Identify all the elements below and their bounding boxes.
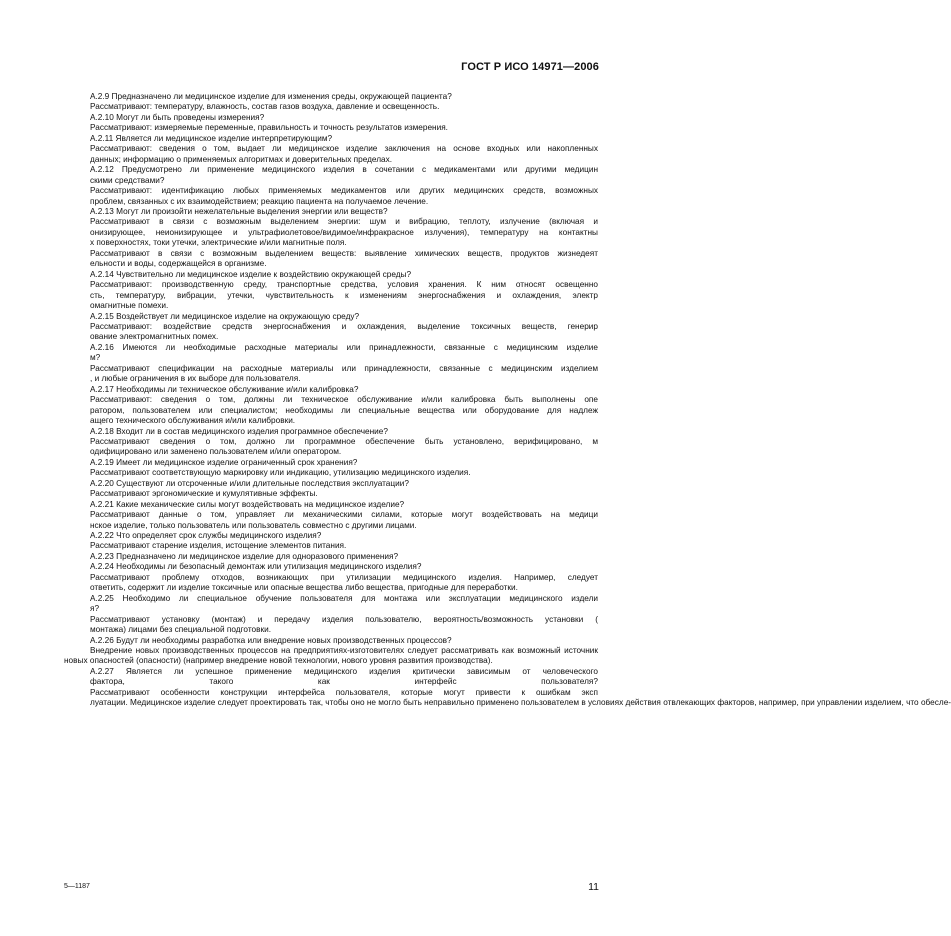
question-paragraph: А.2.23 Предназначено ли медицинское изделие для одноразового применения?	[90, 551, 399, 561]
answer-paragraph: Рассматривают: температуру, влажность, состав газов воздуха, давление и освещенность.	[90, 102, 440, 112]
answer-paragraph: Рассматривают: идентификацию любых применяемых медикаментов или других медицинских средств, возможных проблем, связанных с их взаимодействием; реакцию пациента на получаемое лечение.	[90, 186, 598, 206]
page-number: 11	[588, 881, 599, 893]
answer-paragraph: Рассматривают установку (монтаж) и передачу изделия пользователю, вероятность/возможность установки ( монтажа) лицами без специальной подготовки.	[90, 614, 598, 635]
question-paragraph: А.2.24 Необходимы ли безопасный демонтаж или утилизация медицинского изделия?	[90, 562, 422, 572]
question-paragraph: А.2.27 Является ли успешное применение медицинского изделия критически зависимым от человеческого фактора, такого как интерфейс пользователя?	[90, 666, 598, 687]
question-paragraph: А.2.19 Имеет ли медицинское изделие ограниченный срок хранения?	[90, 457, 358, 467]
answer-paragraph: Рассматривают: производственную среду, транспортные средства, условия хранения. К ним относят освещенно сть, температуру, вибрации, утечки, чувствительность к изменениям энергоснабжения и охлаждения, электр омагнитные помехи.	[90, 280, 598, 311]
answer-paragraph: Рассматривают: сведения о том, выдает ли медицинское изделие заключения на основе входных или накопленных данных; информацию о применяемых алгоритмах и доверительных пределах.	[90, 144, 598, 164]
question-paragraph: А.2.14 Чувствительно ли медицинское изделие к воздействию окружающей среды?	[90, 269, 412, 279]
answer-paragraph: Рассматривают: сведения о том, должны ли техническое обслуживание и/или калибровка быть выполнены опе ратором, пользователем или специалистом; необходимы ли специальные вещества или оборудование для надлеж ащего технического обслуживания и/или калибровки.	[90, 395, 598, 426]
document-body	[64, 92, 951, 709]
question-paragraph: А.2.15 Воздействует ли медицинское изделие на окружающую среду?	[90, 311, 360, 321]
answer-paragraph: Рассматривают сведения о том, должно ли программное обеспечение быть установлено, верифицировано, м одифицировано или заменено пользователем и/или оператором.	[90, 436, 598, 457]
question-paragraph: А.2.22 Что определяет срок службы медицинского изделия?	[90, 531, 322, 541]
answer-paragraph: Рассматривают старение изделия, истощение элементов питания.	[90, 541, 347, 551]
standard-header: ГОСТ Р ИСО 14971—2006	[461, 61, 599, 73]
answer-paragraph: Рассматривают в связи с возможным выделением энергии: шум и вибрацию, теплоту, излучение (включая и онизирующее, неионизирующее и ультрафиолетовое/видимое/инфракрасное излучения), температуру на контактны х поверхностях, токи утечки, электрические и/или магнитные поля.	[90, 217, 598, 248]
question-paragraph: А.2.17 Необходимы ли техническое обслуживание и/или калибровка?	[90, 384, 359, 394]
answer-paragraph: Рассматривают особенности конструкции интерфейса пользователя, которые могут привести к ошибкам эксп луатации. Медицинское изделие следует проектировать так, чтобы оно не могло быть неправильно применено пользователем в условиях действия отвлекающих факторов, например, при управлении изделием, что обесле-	[90, 687, 951, 708]
question-paragraph: А.2.20 Существуют ли отсроченные и/или длительные последствия эксплуатации?	[90, 478, 409, 488]
question-paragraph: А.2.25 Необходимо ли специальное обучение пользователя для монтажа или эксплуатации медицинского издели я?	[90, 593, 598, 614]
answer-paragraph: Рассматривают в связи с возможным выделением веществ: выявление химических веществ, продуктов жизнедеят ельности и воды, содержащейся в организме.	[90, 248, 598, 269]
answer-paragraph: Рассматривают проблему отходов, возникающих при утилизации медицинского изделия. Например, следует ответить, содержит ли изделие токсичные или опасные вещества либо вещества, пригодные для переработки.	[90, 572, 598, 593]
answer-paragraph: Внедрение новых производственных процессов на предприятиях-изготовителях следует рассматривать как возможный источник новых опасностей (опасности) (например внедрение новой технологии, нового уровня развития производства).	[64, 646, 598, 666]
question-paragraph: А.2.10 Могут ли быть проведены измерения?	[90, 112, 265, 122]
answer-paragraph: Рассматривают: воздействие средств энергоснабжения и охлаждения, выделение токсичных веществ, генерир ование электромагнитных помех.	[90, 321, 598, 342]
question-paragraph: А.2.21 Какие механические силы могут воздействовать на медицинское изделие?	[90, 499, 405, 509]
question-paragraph: А.2.18 Входит ли в состав медицинского изделия программное обеспечение?	[90, 426, 388, 436]
answer-paragraph: Рассматривают данные о том, управляет ли механическими силами, которые могут воздействовать на медици нское изделие, только пользователь или пользователь совместно с другими лицами.	[90, 510, 598, 530]
question-paragraph: А.2.13 Могут ли произойти нежелательные выделения энергии или веществ?	[90, 206, 388, 216]
question-paragraph: А.2.26 Будут ли необходимы разработка или внедрение новых производственных процессов?	[90, 635, 452, 645]
question-paragraph: А.2.16 Имеются ли необходимые расходные материалы или принадлежности, связанные с медицинским изделие м?	[90, 342, 598, 363]
question-paragraph: А.2.11 Является ли медицинское изделие интерпретирующим?	[90, 133, 333, 143]
footer-code: 5—1187	[64, 883, 90, 890]
answer-paragraph: Рассматривают соответствующую маркировку или индикацию, утилизацию медицинского изделия.	[90, 468, 471, 478]
question-paragraph: А.2.12 Предусмотрено ли применение медицинского изделия в сочетании с медикаментами или другими медицин скими средствами?	[90, 165, 598, 185]
answer-paragraph: Рассматривают спецификации на расходные материалы или принадлежности, связанные с медицинским изделием , и любые ограничения в их выборе для пользователя.	[90, 363, 598, 384]
answer-paragraph: Рассматривают: измеряемые переменные, правильность и точность результатов измерения.	[90, 123, 448, 133]
question-paragraph: А.2.9 Предназначено ли медицинское изделие для изменения среды, окружающей пациента?	[90, 92, 452, 101]
answer-paragraph: Рассматривают эргономические и кумулятивные эффекты.	[90, 489, 318, 499]
